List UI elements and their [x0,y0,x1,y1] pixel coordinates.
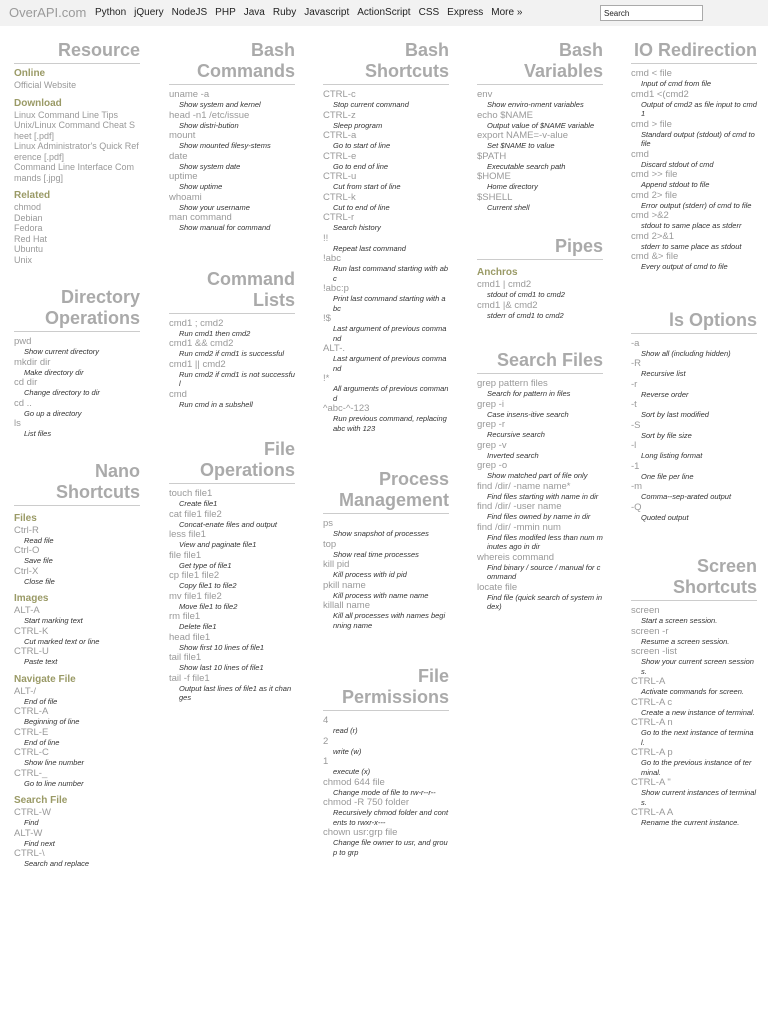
section-heading: Screen Shortcuts [631,556,757,601]
section-heading: Nano Shortcuts [14,461,140,506]
command: grep -r [477,419,505,430]
command-description: Show mounted filesy-stems [179,141,271,150]
command-description: Discard stdout of cmd [641,159,714,169]
command: ALT-A [14,605,40,616]
command: cmd >&2 [631,210,669,221]
command-description: write (w) [333,746,362,756]
command: mount [169,130,196,141]
command-description: Start marking text [24,616,83,625]
command: killall name [323,600,370,611]
language-nav [95,7,530,18]
command: CTRL-z [323,109,356,121]
command: rm file1 [169,611,201,622]
command: mv file1 file2 [169,590,222,602]
command: cmd [631,148,649,160]
command: -r [631,378,638,390]
command: cp file1 file2 [169,570,220,581]
command-description: Home directory [487,182,538,191]
section-heading: File Operations [169,439,295,484]
command-description: Find binary / source / manual for command [487,562,601,581]
command-description: Beginning of line [24,717,80,726]
command-description: Show system and kernel [179,100,261,109]
command: -a [631,337,640,349]
command: head file1 [169,631,211,643]
command: -Q [631,501,642,513]
command-description: Kill process with name name [333,590,429,600]
command: -S [631,419,641,431]
command-description: Find files starting with name in dir [487,491,599,501]
section-heading: Command Lists [169,269,295,314]
command: cmd1 || cmd2 [169,358,226,370]
command-description: Run previous command, replacing abc with 123 [333,414,447,433]
command: grep -i [477,398,504,410]
command: 4 [323,715,329,726]
command: Ctrl-R [14,524,39,536]
command-description: Cut from start of line [333,182,401,191]
command-description: Go to the previous instance of terminal. [641,758,752,777]
subheading-search-file: Search File [14,795,68,806]
command: cmd 2>&1 [631,230,675,242]
command: cmd 2> file [631,189,678,201]
command: cmd1 ; cmd2 [169,317,224,329]
command-description: Show distri-bution [179,120,239,130]
column-5 [631,32,757,828]
nav-link-ruby[interactable]: Ruby [272,7,297,18]
command-description: stderr to same place as stdout [641,241,742,251]
command: cmd1 | cmd2 [477,279,532,290]
section-heading: Bash Shortcuts [323,40,449,85]
command: Ctrl-O [14,545,40,556]
command: -t [631,399,637,410]
nav-link-express[interactable]: Express [447,7,484,18]
column-2 [169,32,295,703]
command-description: Run cmd1 then cmd2 [179,328,251,338]
subheading-anchros: Anchros [477,267,518,278]
section-bash-variables [477,40,603,212]
command-description: Search and replace [24,859,90,868]
command-description: Kill all processes with names beginning name [333,611,446,630]
command-description: Go to end of line [333,161,389,171]
command-description: Activate commands for screen. [641,687,744,696]
subheading-files: Files [14,512,37,524]
command-description: Sort by last modified [641,410,709,419]
command: !abc:p [323,283,349,294]
command-description: All arguments of previous command [333,384,449,403]
command-description: Show uptime [179,182,223,191]
command-description: Append stdout to file [641,180,710,189]
section-directory-operations [14,287,140,439]
command-description: End of file [24,696,58,706]
command: -1 [631,460,640,472]
command-description: Resume a screen session. [641,636,730,646]
command: cmd < file [631,68,672,79]
command-description: Close file [24,576,55,586]
nav-link-actionscript[interactable]: ActionScript [357,7,411,18]
command: find /dir/ -mmin num [477,521,561,533]
section-bash-commands [169,40,295,233]
command: chown usr:grp file [323,827,398,838]
section-file-permissions [323,666,449,857]
command: CTRL-W [14,807,51,818]
command: screen -list [631,646,677,657]
command: cd .. [14,397,32,409]
command-description: Delete file1 [179,622,217,631]
command: CTRL-U [14,646,49,657]
column-3 [323,32,449,857]
command: file file1 [169,549,202,561]
command: touch file1 [169,488,213,499]
command-description: Output value of $NAME variable [487,120,595,130]
command: cmd [169,388,187,400]
resource-link[interactable]: Unix/Linux Command Cheat Sheet [.pdf] [14,120,136,141]
command-description: Save file [24,556,53,565]
command-description: Stop current command [333,100,409,109]
command-description: Show system date [179,161,241,171]
command-description: Comma-‐sep-arated output [641,492,732,501]
command: cmd >> file [631,169,678,180]
command-description: Long listing format [641,451,703,460]
command-description: Concat-enate files and output [179,519,277,529]
section-search-files [477,350,603,612]
command: whoami [169,191,202,203]
command: CTRL-c [323,89,356,100]
command-description: Standard output (stdout) of cmd to file [641,129,755,148]
command-description: Create a new instance of terminal. [641,707,755,717]
section-heading: Pipes [477,236,603,260]
command: cmd > file [631,118,672,130]
command-description: Search history [333,223,381,232]
command-description: Output last lines of file1 as it changes [179,683,292,702]
command-description: Start a screen session. [641,616,718,625]
section-pipes [477,236,603,320]
command-description: Repeat last command [333,243,406,253]
command: CTRL-A [631,676,666,687]
command-description: List files [24,429,52,438]
command-description: stdout to same place as stderr [641,221,742,230]
section-heading: Bash Commands [169,40,295,85]
command-description: Set $NAME to value [487,141,555,150]
command-description: Show current instances of terminals. [641,788,757,807]
command: cat file1 file2 [169,508,222,520]
section-heading: Resource [14,40,140,64]
command: -m [631,481,643,492]
command: !abc [323,253,341,264]
command-description: Run cmd2 if cmd1 is successful [179,349,285,358]
command: less file1 [169,529,206,540]
command-description: Kill process with id pid [333,570,407,579]
command-description: Print last command starting with abc [333,294,446,313]
command-description: Search for pattern in files [487,389,571,398]
command-description: Recursive list [641,369,686,378]
command: CTRL-e [323,150,357,162]
command: -l [631,440,637,451]
subheading-related: Related [14,190,51,201]
command-description: Show last 10 lines of file1 [179,663,264,672]
command-description: Cut marked text or line [24,636,100,646]
command-description: Find files modifed less than num minutes ago in dir [487,532,603,551]
command: kill pid [323,559,350,570]
command: $PATH [477,150,507,162]
command-description: Error output (stderr) of cmd to file [641,200,752,210]
command-description: Change directory to dir [24,388,100,397]
command: tail -f file1 [169,672,210,684]
command: head -n1 /etc/issue [169,109,250,121]
section-heading: Bash Variables [477,40,603,85]
site-logo[interactable]: OverAPI.com [9,5,87,20]
command-description: Paste text [24,657,58,666]
command-description: Go up a directory [24,408,82,418]
command: chmod 644 file [323,776,385,788]
section-process-management [323,469,449,630]
command: CTRL-A n [631,717,673,728]
command-description: Show enviro-nment variables [487,100,584,109]
section-io-redirection [631,40,757,272]
command: $SHELL [477,191,513,203]
command-description: Every output of cmd to file [641,262,728,271]
command-description: Sort by file size [641,430,692,440]
command-description: Recursively chmod folder and contents to rwxr-x--- [333,808,449,827]
command-description: Show your current screen sessions. [641,657,754,676]
command-description: Current shell [487,202,530,212]
command: CTRL-_ [14,767,48,779]
command-description: Reverse order [641,389,689,399]
command: CTRL-a [323,130,357,141]
command-description: Quoted output [641,512,689,522]
command: cmd1 && cmd2 [169,338,234,349]
command-description: Run cmd in a subshell [179,399,253,409]
command-description: Run cmd2 if cmd1 is not successful [179,369,295,388]
command: cd dir [14,377,38,388]
command-description: Cut to end of line [333,202,390,212]
section-command-lists [169,269,295,410]
column-4 [477,32,603,612]
subheading-navigate-file: Navigate File [14,673,76,685]
resource-link[interactable]: Ubuntu [14,244,44,254]
command: env [477,89,493,100]
subheading-images: Images [14,593,49,604]
command-description: execute (x) [333,767,371,776]
command: CTRL-K [14,625,49,637]
nav-link-nodejs[interactable]: NodeJS [171,7,208,18]
command: pwd [14,336,32,347]
command-description: Move file1 to file2 [179,601,238,611]
resource-link[interactable]: Fedora [14,223,43,233]
command: grep pattern files [477,378,548,389]
nav-link-javascript[interactable]: Javascript [304,7,350,18]
command-description: View and paginate file1 [179,540,257,549]
command: ls [14,418,21,429]
command-description: Recursive search [487,430,545,439]
command: CTRL-A [14,706,49,717]
nav-link-java[interactable]: Java [243,7,265,18]
command-description: Show snapshot of processes [333,529,429,538]
command: ALT-W [14,827,43,839]
section-bash-shortcuts [323,40,449,433]
command: grep -o [477,460,508,471]
command: ALT-/ [14,685,36,697]
command-description: Executable search path [487,161,566,171]
command-description: Run last command starting with abc [333,264,449,283]
subheading-download: Download [14,97,62,109]
command: CTRL-A " [631,777,671,788]
command-description: Show all (including hidden) [641,348,731,358]
command: cmd &> file [631,251,679,262]
subheading-online: Online [14,68,46,79]
command: CTRL-k [323,191,356,203]
command: chmod -R 750 folder [323,797,410,808]
command-description: Show current directory [24,347,100,356]
command-description: Show matched part of file only [487,471,588,480]
command: CTRL-C [14,747,49,758]
command-description: Go to line number [24,778,84,788]
section-ls-options [631,310,757,523]
command: screen -r [631,625,669,637]
command-description: stdout of cmd1 to cmd2 [487,290,565,299]
command-description: Show manual for command [179,223,271,232]
command: ALT-. [323,343,345,354]
command: pkill name [323,579,366,591]
command: uptime [169,171,198,182]
command-description: Output of cmd2 as file input to cmd1 [641,99,757,118]
resource-link[interactable]: chmod [14,202,42,212]
command-description: Show your username [179,202,250,212]
command: grep -v [477,439,507,451]
command: !! [323,232,329,244]
resource-link[interactable]: Official Website [14,80,77,90]
command: date [169,150,188,162]
nav-link-css[interactable]: CSS [418,7,440,18]
section-resource [14,40,140,265]
command-description: Find file (quick search of system index) [487,592,603,611]
command: CTRL-\ [14,848,45,859]
command-description: Rename the current instance. [641,818,740,827]
command-description: stderr of cmd1 to cmd2 [487,310,564,320]
section-heading: File Permissions [323,666,449,711]
command-description: Go to start of line [333,141,391,150]
command: export NAME=-v-alue [477,130,569,141]
command-description: Input of cmd from file [641,79,712,88]
command: $HOME [477,171,511,182]
command: CTRL-A p [631,747,673,758]
command: -R [631,358,642,369]
resource-link[interactable]: Linux Command Line Tips [14,109,119,120]
command: uname -a [169,89,210,100]
command: ps [323,518,334,529]
command: echo $NAME [477,109,533,121]
command: mkdir dir [14,356,51,368]
command: screen [631,605,660,616]
section-heading: Directory Operations [14,287,140,332]
command-description: Get type of file1 [179,560,232,570]
command: tail file1 [169,652,202,663]
section-heading: Process Management [323,469,449,514]
command-description: Last argument of previous command [333,324,447,343]
command: CTRL-E [14,726,49,738]
command: !$ [323,313,331,324]
command-description: Make directory dir [24,367,84,377]
resource-link[interactable]: Debian [14,212,43,223]
search-input[interactable] [600,5,703,21]
command: !* [323,373,330,384]
command-description: Case insens-itive search [487,409,569,419]
command-description: One file per line [641,471,694,481]
command: cmd1 |& cmd2 [477,299,538,311]
resource-link[interactable]: Linux Administrator's Quick Reference [.pdf] [14,141,139,162]
command-description: Show first 10 lines of file1 [179,642,265,652]
command: 1 [323,756,329,767]
command: CTRL-A A [631,807,674,818]
command: CTRL-A c [631,696,673,708]
command: CTRL-r [323,212,355,223]
command: find /dir/ -user name [477,501,562,512]
resource-link[interactable]: Unix [14,254,33,265]
top-navigation-bar [0,0,768,26]
command-description: Copy file1 to file2 [179,581,237,590]
nav-link-jquery[interactable]: jQuery [134,7,164,18]
resource-link[interactable]: Red Hat [14,233,48,244]
command-description: Change file owner to usr, and group to grp [333,838,448,857]
command: ^abc-^-123 [323,403,370,414]
command: CTRL-u [323,171,357,182]
command-description: Sleep program [333,120,383,130]
command-description: read (r) [333,726,358,735]
column-1 [14,32,140,869]
command-description: Change mode of file to rw-r--r-- [333,787,436,797]
command-description: Create file1 [179,499,218,508]
section-heading: ls Options [631,310,757,334]
nav-link-python[interactable]: Python [95,7,127,18]
command: 2 [323,735,329,747]
command: man command [169,212,232,223]
command-description: Show line number [24,758,85,767]
command: cmd1 <(cmd2 [631,88,689,100]
section-file-operations [169,439,295,703]
command-description: Show real time processes [333,549,419,559]
section-screen-shortcuts [631,556,757,828]
command-description: Find next [24,838,55,848]
command: top [323,538,337,550]
command-description: Last argument of previous command [333,354,447,373]
nav-link-more[interactable]: More » [491,7,523,18]
command: whereis command [477,551,555,563]
section-heading: Search Files [477,350,603,374]
command-description: Read file [24,535,54,545]
command: locate file [477,581,518,593]
resource-link[interactable]: Command Line Interface Commands [.jpg] [14,162,135,183]
command-description: Inverted search [487,450,539,460]
command-description: Find [24,818,39,827]
command: Ctrl-X [14,565,39,577]
command: find /dir/ -name name* [477,480,571,492]
section-heading: IO Redirection [631,40,757,64]
command-description: Go to the next instance of terminal. [641,728,754,747]
command-description: End of line [24,737,60,747]
nav-link-php[interactable]: PHP [215,7,236,18]
section-nano-shortcuts [14,461,140,869]
command-description: Find files owned by name in dir [487,512,591,521]
